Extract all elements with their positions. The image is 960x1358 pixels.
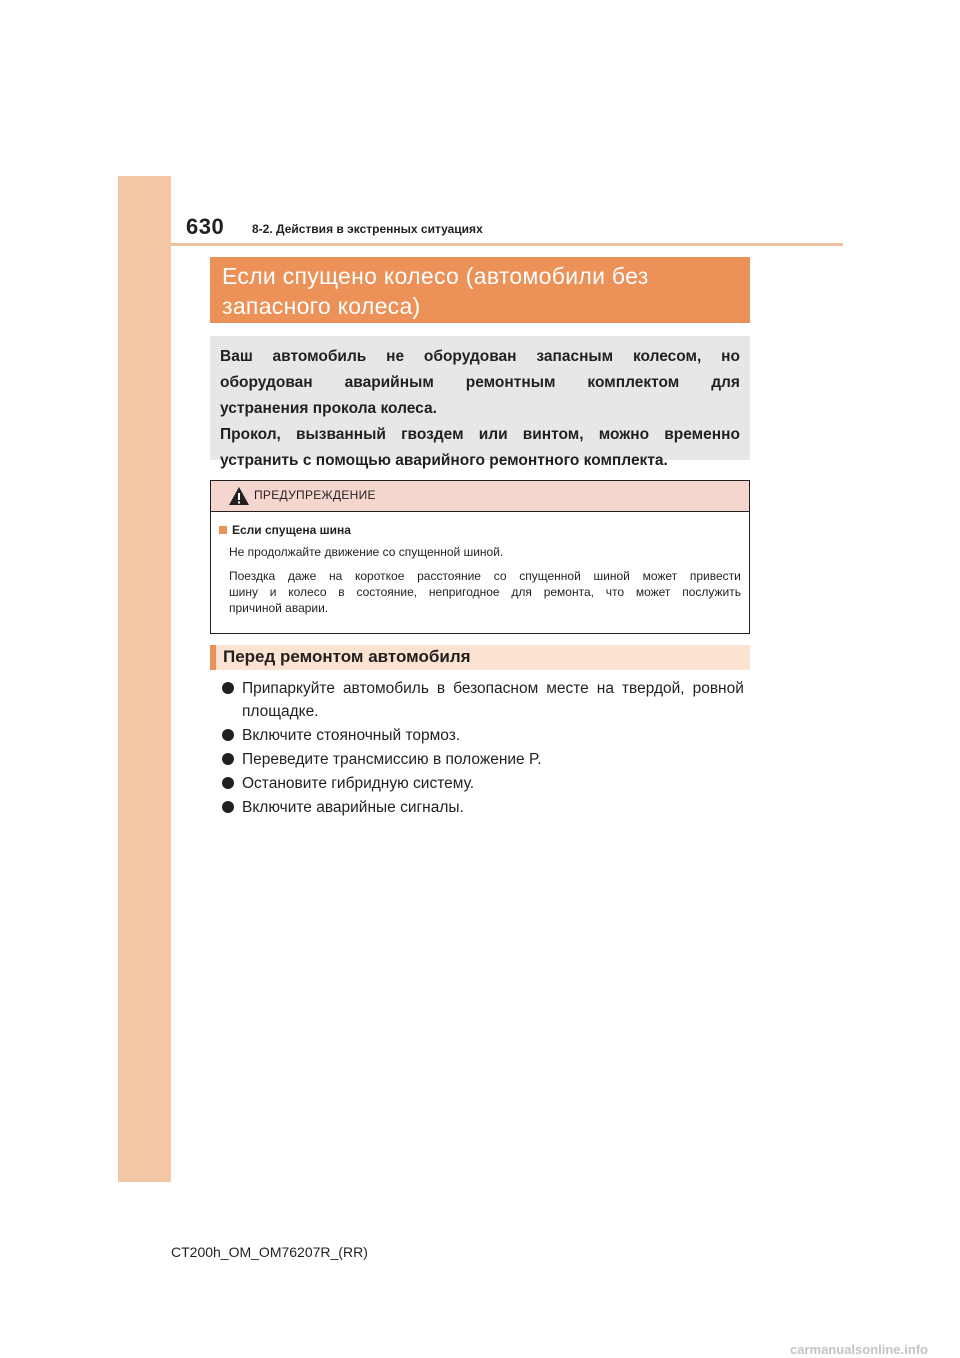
word: не bbox=[386, 348, 405, 365]
word: Прокол, bbox=[220, 426, 281, 443]
page-title-line: запасного колеса) bbox=[222, 293, 421, 319]
word: месте bbox=[546, 680, 589, 697]
word: и bbox=[269, 585, 277, 599]
warning-paragraph-1: Не продолжайте движение со спущенной шиной. bbox=[229, 545, 504, 559]
word: временно bbox=[664, 426, 740, 443]
list-item bbox=[222, 748, 744, 771]
list-item bbox=[222, 796, 744, 819]
intro-line-2 bbox=[220, 370, 740, 396]
word: Поездка bbox=[229, 569, 276, 583]
list-item-text: Переведите трансмиссию в положение P. bbox=[242, 751, 542, 768]
square-bullet-icon bbox=[219, 526, 227, 534]
word: расстояние bbox=[417, 569, 481, 583]
word: гвоздем bbox=[401, 426, 464, 443]
bullet-dot-icon bbox=[222, 729, 234, 741]
bullet-dot-icon bbox=[222, 801, 234, 813]
word: ремонтным bbox=[465, 374, 556, 391]
list-item-text: Остановите гибридную систему. bbox=[242, 775, 475, 792]
list-item-line-1 bbox=[242, 677, 744, 700]
word: оборудован bbox=[423, 348, 517, 365]
bullet-dot-icon bbox=[222, 682, 234, 694]
word: в bbox=[436, 680, 446, 697]
word: даже bbox=[287, 569, 317, 583]
word: автомобиль bbox=[342, 680, 429, 697]
word: на bbox=[328, 569, 343, 583]
page-number: 630 bbox=[186, 214, 225, 239]
warning-box bbox=[210, 480, 750, 634]
word: привести bbox=[689, 569, 741, 583]
word: для bbox=[711, 374, 740, 391]
list-item-text: Включите стояночный тормоз. bbox=[242, 727, 461, 744]
list-item-line-2: площадке. bbox=[242, 703, 319, 720]
word: на bbox=[596, 680, 614, 697]
subsection-header bbox=[210, 645, 750, 670]
subsection-accent-bar bbox=[210, 645, 216, 670]
subsection-title: Перед ремонтом автомобиля bbox=[223, 647, 471, 666]
word: колесо bbox=[288, 585, 327, 599]
word: ремонта, bbox=[543, 585, 594, 599]
word: оборудован bbox=[220, 374, 313, 391]
word: для bbox=[511, 585, 532, 599]
word: состояние, bbox=[356, 585, 418, 599]
word: Припаркуйте bbox=[242, 680, 335, 697]
word: можно bbox=[598, 426, 650, 443]
word: короткое bbox=[355, 569, 405, 583]
word: но bbox=[721, 348, 740, 365]
word: может bbox=[642, 569, 678, 583]
list-item-text: Включите аварийные сигналы. bbox=[242, 799, 464, 816]
list-item bbox=[222, 772, 744, 795]
bullet-dot-icon bbox=[222, 753, 234, 765]
intro-box bbox=[210, 336, 750, 469]
word: ровной bbox=[692, 680, 744, 697]
side-tab-strip bbox=[118, 176, 171, 1182]
word: непригодное bbox=[428, 585, 500, 599]
warning-header bbox=[211, 481, 749, 512]
intro-line-1 bbox=[220, 344, 740, 370]
warning-subtitle bbox=[219, 523, 351, 537]
watermark: carmanualsonline.info bbox=[790, 1342, 928, 1357]
word: безопасном bbox=[453, 680, 539, 697]
word: автомобиль bbox=[272, 348, 367, 365]
word: шину bbox=[229, 585, 258, 599]
warning-subtitle-text: Если спущена шина bbox=[232, 523, 351, 537]
list-item bbox=[222, 677, 744, 723]
list-item bbox=[222, 724, 744, 747]
page-title-line: Если спущено колесо (автомобили без bbox=[222, 263, 649, 289]
word: запасным bbox=[536, 348, 614, 365]
word: комплектом bbox=[587, 374, 680, 391]
word: может bbox=[635, 585, 671, 599]
word: со bbox=[493, 569, 507, 583]
intro-line-4 bbox=[220, 422, 740, 448]
warning-p2-line-2 bbox=[229, 584, 741, 600]
word: колесом, bbox=[632, 348, 702, 365]
section-label: 8-2. Действия в экстренных ситуациях bbox=[252, 222, 483, 236]
word: винтом, bbox=[522, 426, 584, 443]
warning-title: ПРЕДУПРЕЖДЕНИЕ bbox=[254, 488, 376, 502]
bullet-dot-icon bbox=[222, 777, 234, 789]
word: аварийным bbox=[344, 374, 434, 391]
word: шиной bbox=[593, 569, 630, 583]
checklist bbox=[222, 677, 744, 820]
header-rule bbox=[171, 243, 843, 246]
word: вызванный bbox=[296, 426, 386, 443]
warning-paragraph-2 bbox=[229, 568, 741, 616]
warning-p2-line-3: причиной аварии. bbox=[229, 601, 329, 615]
warning-p2-line-1 bbox=[229, 568, 741, 584]
intro-line-5: устранить с помощью аварийного ремонтного комплекта. bbox=[220, 452, 668, 469]
word: спущенной bbox=[519, 569, 581, 583]
word: или bbox=[478, 426, 508, 443]
intro-line-3: устранения прокола колеса. bbox=[220, 400, 437, 417]
word: Ваш bbox=[220, 348, 253, 365]
warning-triangle-icon bbox=[228, 486, 250, 506]
word: твердой, bbox=[621, 680, 685, 697]
page-title-box bbox=[210, 257, 750, 323]
word: в bbox=[338, 585, 345, 599]
word: что bbox=[605, 585, 625, 599]
word: послужить bbox=[682, 585, 741, 599]
doc-code-footer: CT200h_OM_OM76207R_(RR) bbox=[171, 1244, 368, 1260]
